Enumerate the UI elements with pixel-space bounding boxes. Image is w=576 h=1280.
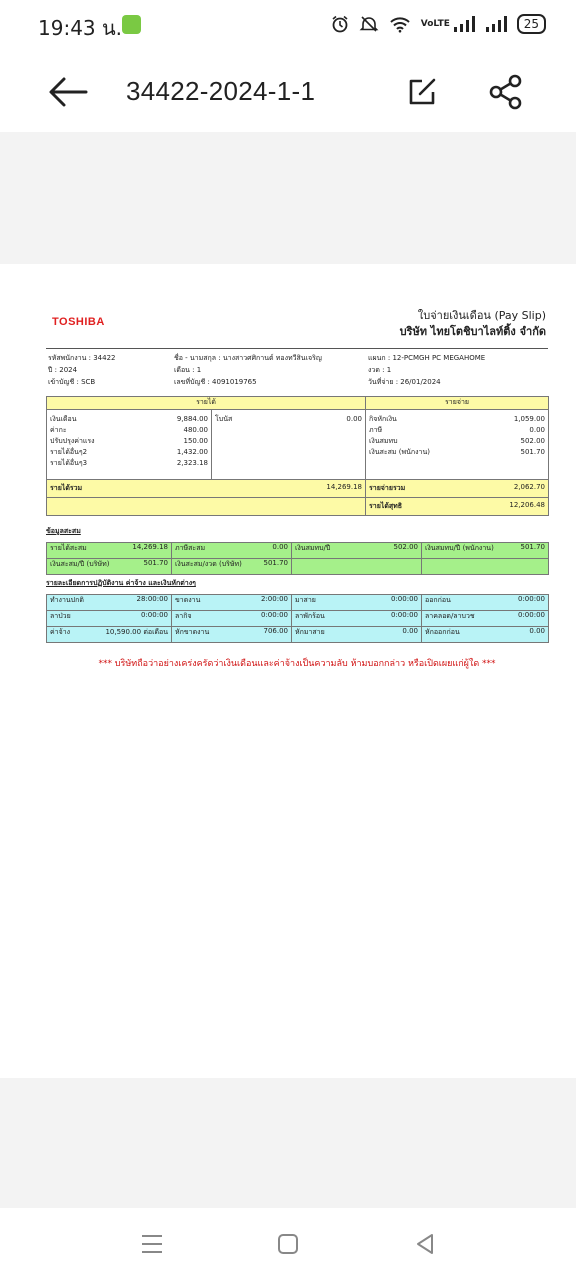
share-icon[interactable] bbox=[486, 72, 526, 112]
employee-id: รหัสพนักงาน : 34422 bbox=[48, 354, 116, 362]
work-cell: ลาพักร้อน 0:00:00 bbox=[292, 611, 422, 627]
status-bar bbox=[0, 0, 576, 52]
pay-year: ปี : 2024 bbox=[48, 366, 78, 374]
viewer-background-bottom bbox=[0, 1078, 576, 1208]
account-number: เลขที่บัญชี : 4091019765 bbox=[174, 378, 257, 386]
total-expense-label: รายจ่ายรวม bbox=[369, 484, 406, 492]
total-income-label: รายได้รวม bbox=[50, 484, 83, 492]
expense-item: กิจหักเงิน 1,059.00 bbox=[369, 415, 546, 423]
battery-icon: 25 bbox=[517, 14, 546, 34]
work-cell: มาสาย 0:00:00 bbox=[292, 595, 422, 611]
pay-period: งวด : 1 bbox=[368, 366, 392, 374]
edit-icon[interactable] bbox=[404, 74, 440, 110]
system-nav-bar bbox=[0, 1208, 576, 1280]
net-income-value: 12,206.48 bbox=[509, 501, 546, 509]
accum-table bbox=[46, 542, 549, 575]
work-cell: ค่าจ้าง 10,590.00 ต่อเดือน bbox=[47, 627, 172, 643]
info-column-3 bbox=[368, 352, 485, 388]
income-items-cell bbox=[47, 410, 212, 480]
info-column-2 bbox=[174, 352, 322, 388]
accum-cell: เงินสะสม/งวด (บริษัท) 501.70 bbox=[172, 559, 292, 575]
accum-cell: ภาษีสะสม 0.00 bbox=[172, 543, 292, 559]
work-cell: ออกก่อน 0:00:00 bbox=[422, 595, 549, 611]
confidential-footnote: *** บริษัทถือว่าอย่างเคร่งครัดว่าเงินเดือนและค่าจ้างเป็นความลับ ห้ามบอกกล่าว หรือเปิดเผยแก่ผู้ใด *** bbox=[98, 659, 496, 669]
toshiba-logo: TOSHIBA bbox=[52, 316, 105, 328]
total-expense-value: 2,062.70 bbox=[513, 483, 546, 491]
back-triangle-icon[interactable] bbox=[410, 1230, 440, 1258]
work-cell: หักขาดงาน 706.00 bbox=[172, 627, 292, 643]
bonus-cell bbox=[212, 410, 366, 480]
accum-empty-cell bbox=[292, 559, 422, 575]
income-item: เงินเดือน 9,884.00 bbox=[50, 415, 208, 423]
app-bar bbox=[0, 52, 576, 132]
payslip-title: ใบจ่ายเงินเดือน (Pay Slip) bbox=[417, 309, 546, 322]
work-cell: หักออกก่อน 0.00 bbox=[422, 627, 549, 643]
accum-cell: รายได้สะสม 14,269.18 bbox=[47, 543, 172, 559]
employee-name: ชื่อ - นามสกุล : นางสาวศศิกานต์ ทองทวีสินเจริญ bbox=[174, 354, 322, 362]
status-icons bbox=[331, 14, 546, 34]
work-cell: ลากิจ 0:00:00 bbox=[172, 611, 292, 627]
expense-header: รายจ่าย bbox=[366, 397, 549, 410]
empty-cell bbox=[47, 498, 366, 516]
work-cell: หักมาสาย 0.00 bbox=[292, 627, 422, 643]
income-expense-table bbox=[46, 396, 549, 516]
status-time: 19:43 น. bbox=[38, 16, 123, 40]
header-divider bbox=[46, 348, 548, 349]
expense-item: ภาษี 0.00 bbox=[369, 426, 546, 434]
work-detail-table bbox=[46, 594, 549, 643]
home-icon[interactable] bbox=[273, 1230, 303, 1258]
work-section-title: รายละเอียดการปฏิบัติงาน ค่าจ้าง และเงินหักต่างๆ bbox=[46, 579, 196, 587]
work-cell: ลาคลอด/ลาบวช 0:00:00 bbox=[422, 611, 549, 627]
expense-items-cell bbox=[366, 410, 549, 480]
mute-icon bbox=[359, 15, 379, 33]
app-notification-icon bbox=[122, 15, 141, 34]
department: แผนก : 12-PCMGH PC MEGAHOME bbox=[368, 354, 486, 362]
accum-cell: เงินสะสม/ปี (บริษัท) 501.70 bbox=[47, 559, 172, 575]
wifi-icon bbox=[389, 15, 411, 33]
accum-cell: เงินสมทบ/ปี 502.00 bbox=[292, 543, 422, 559]
expense-item: เงินสะสม (พนักงาน) 501.70 bbox=[369, 448, 546, 456]
net-income-label: รายได้สุทธิ bbox=[369, 502, 403, 510]
work-cell: ลาป่วย 0:00:00 bbox=[47, 611, 172, 627]
pay-month: เดือน : 1 bbox=[174, 366, 202, 374]
accum-empty-cell bbox=[422, 559, 549, 575]
expense-item: เงินสมทบ 502.00 bbox=[369, 437, 546, 445]
document-page[interactable] bbox=[0, 264, 576, 1078]
company-name: บริษัท ไทยโตชิบาไลท์ติ้ง จำกัด bbox=[399, 325, 546, 338]
pay-date: วันที่จ่าย : 26/01/2024 bbox=[368, 378, 441, 386]
net-income-cell bbox=[366, 498, 549, 516]
payslip-title-block bbox=[400, 308, 546, 340]
info-column-1 bbox=[48, 352, 116, 388]
viewer-background-top bbox=[0, 132, 576, 264]
income-item: ปรับปรุงค่าแรง 150.00 bbox=[50, 437, 208, 445]
menu-icon[interactable] bbox=[137, 1230, 167, 1258]
work-cell: ขาดงาน 2:00:00 bbox=[172, 595, 292, 611]
total-income-cell bbox=[47, 480, 366, 498]
income-item: ค่ากะ 480.00 bbox=[50, 426, 208, 434]
alarm-icon bbox=[331, 15, 349, 33]
income-item: รายได้อื่นๆ3 2,323.18 bbox=[50, 459, 208, 467]
income-header: รายได้ bbox=[47, 397, 366, 410]
signal-icon-2 bbox=[485, 16, 507, 32]
volte-label: VoLTE bbox=[420, 18, 450, 29]
total-income-value: 14,269.18 bbox=[326, 483, 363, 491]
work-cell: ทำงานปกติ 28:00:00 bbox=[47, 595, 172, 611]
accum-cell: เงินสมทบ/ปี (พนักงาน) 501.70 bbox=[422, 543, 549, 559]
document-title: 34422-2024-1-1 bbox=[126, 76, 316, 106]
accum-section-title: ข้อมูลสะสม bbox=[46, 527, 81, 535]
bonus-item: โบนัส 0.00 bbox=[215, 415, 363, 423]
back-arrow-icon[interactable] bbox=[46, 74, 90, 110]
signal-icon bbox=[453, 16, 475, 32]
total-expense-cell bbox=[366, 480, 549, 498]
bank-name: เข้าบัญชี : SCB bbox=[48, 378, 96, 386]
income-item: รายได้อื่นๆ2 1,432.00 bbox=[50, 448, 208, 456]
